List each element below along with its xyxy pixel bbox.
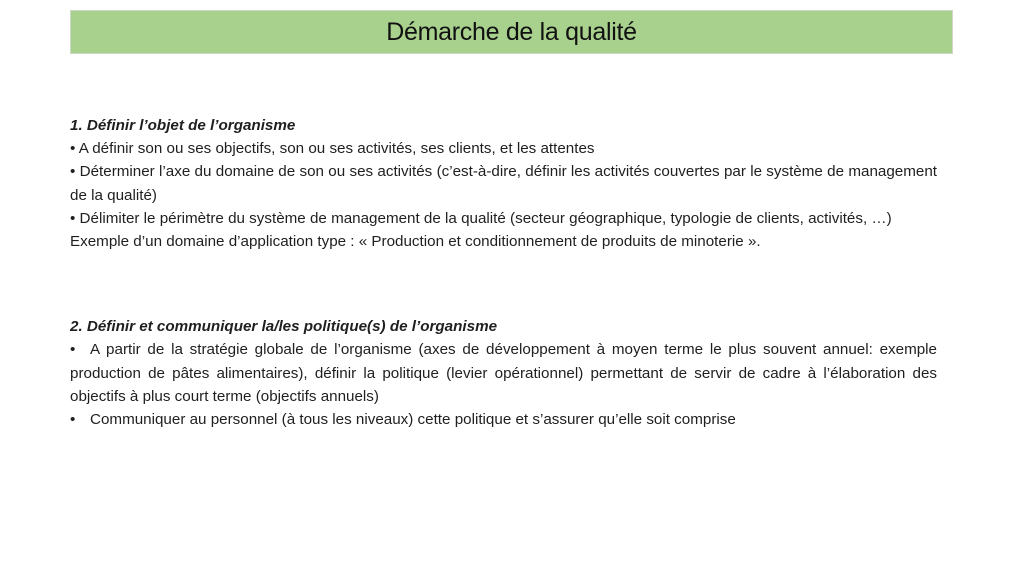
section-heading: 2. Définir et communiquer la/les politique(s) de l’organisme	[70, 318, 498, 336]
bullet-item: • Délimiter le périmètre du système de management de la qualité (secteur géographique, typologie de clients, activités, …)	[70, 209, 892, 227]
bullet-marker: •	[70, 411, 76, 429]
section-heading: 1. Définir l’objet de l’organisme	[70, 117, 296, 134]
bullet-text: A partir de la stratégie globale de l’organisme (axes de développement à moyen terme le plus souvent annuel: exemple production de pâtes alimentaires), définir la politique (levier opérationnel) permettant de servir de cadre à l’élaboration des objectifs à plus court terme (objectifs annuels)	[70, 341, 937, 405]
slide-title: Démarche de la qualité	[386, 17, 637, 46]
bullet-item: • A définir son ou ses objectifs, son ou ses activités, ses clients, et les attentes	[70, 140, 595, 158]
section-objet-organisme	[70, 114, 937, 253]
bullet-item	[70, 408, 937, 431]
bullet-text: Communiquer au personnel (à tous les niveaux) cette politique et s’assurer qu’elle soit comprise	[90, 411, 736, 429]
bullet-marker: •	[70, 341, 76, 359]
title-banner	[70, 10, 953, 54]
example-line: Exemple d’un domaine d’application type : « Production et conditionnement de produits de minoterie ».	[70, 233, 761, 251]
bullet-item: • Déterminer l’axe du domaine de son ou ses activités (c’est-à-dire, définir les activités couvertes par le système de management de la qualité)	[70, 163, 937, 204]
slide-content	[70, 114, 937, 431]
section-spacer	[70, 253, 937, 315]
section-politique	[70, 315, 937, 431]
bullet-item	[70, 338, 937, 408]
